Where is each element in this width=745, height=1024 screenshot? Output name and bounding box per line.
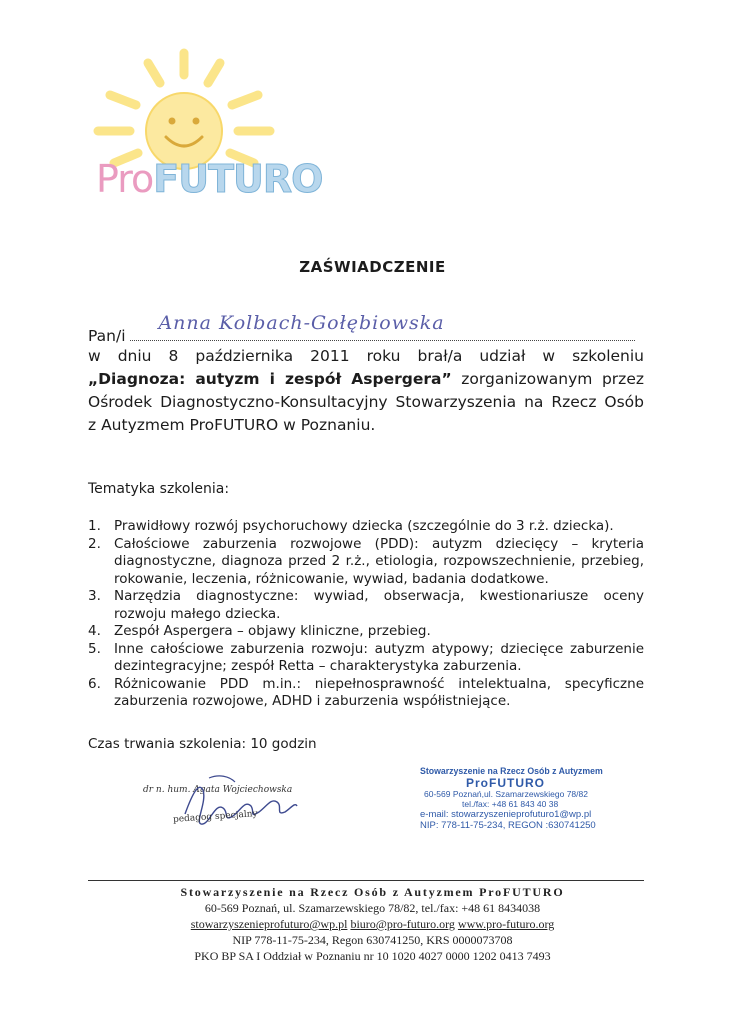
signer-name: dr n. hum. Agata Wojciechowska <box>143 785 293 795</box>
stamp-line-5: e-mail: stowarzyszenieprofuturo1@wp.pl <box>420 809 592 820</box>
intro-paragraph <box>88 312 644 437</box>
list-item <box>88 641 644 676</box>
footer-website[interactable]: www.pro-futuro.org <box>457 917 555 931</box>
name-dotted-field <box>130 312 635 341</box>
course-title: „Diagnoza: autyzm i zespół Aspergera” <box>88 370 452 388</box>
name-line <box>88 312 644 345</box>
intro-line-4: Ośrodek Diagnostyczno-Konsultacyjny Stowarzyszenia na Rzecz Osób <box>88 393 644 411</box>
handwritten-name: Anna Kolbach-Gołębiowska <box>158 312 445 334</box>
topics-list <box>88 518 644 711</box>
stamp-line-6: NIP: 778-11-75-234, REGON :630741250 <box>420 820 596 831</box>
list-item-number: 4. <box>88 623 101 639</box>
signer-block <box>143 772 303 832</box>
footer <box>0 884 745 964</box>
sun-icon <box>88 45 308 175</box>
footer-divider <box>88 880 644 881</box>
list-item-text: Prawidłowy rozwój psychoruchowy dziecka (szczególnie do 3 r.ż. dziecka). <box>114 518 614 534</box>
organization-stamp <box>420 766 630 831</box>
footer-address: 60-569 Poznań, ul. Szamarzewskiego 78/82, tel./fax: +48 61 8434038 <box>204 901 541 915</box>
list-item-text: Całościowe zaburzenia rozwojowe (PDD): autyzm dziecięcy – kryteria diagnostyczne, diagnoza przed 2 r.ż., etiologia, rozpowszechnienie, przebieg, rokowanie, leczenia, różnicowanie, wywiad, badania dodatkowe. <box>114 535 644 587</box>
stamp-line-4: tel./fax: +48 61 843 40 38 <box>462 799 559 809</box>
intro-line-2: w dniu 8 października 2011 roku brał/a udział w szkoleniu <box>88 347 644 365</box>
stamp-line-1: Stowarzyszenie na Rzecz Osób z Autyzmem <box>420 766 603 777</box>
intro-line-3-rest: zorganizowanym przez <box>461 370 644 388</box>
list-item-number: 1. <box>88 518 101 534</box>
list-item-text: Narzędzia diagnostyczne: wywiad, obserwacja, kwestionariusze oceny rozwoju małego dziecka. <box>114 588 644 622</box>
intro-line-3 <box>88 368 644 391</box>
list-item <box>88 518 644 536</box>
list-item <box>88 536 644 589</box>
salutation: Pan/i <box>88 327 126 345</box>
list-item <box>88 676 644 711</box>
profuturo-logo <box>88 45 323 215</box>
list-item-number: 3. <box>88 588 101 604</box>
logo-futuro: FUTURO <box>153 157 323 201</box>
list-item-number: 2. <box>88 535 101 552</box>
logo-pro: Pro <box>96 157 154 201</box>
list-item <box>88 588 644 623</box>
document-title: ZAŚWIADCZENIE <box>299 258 446 276</box>
training-duration: Czas trwania szkolenia: 10 godzin <box>88 736 317 752</box>
footer-contacts <box>0 916 745 932</box>
footer-ids: NIP 778-11-75-234, Regon 630741250, KRS 0000073708 <box>232 933 513 947</box>
topics-heading: Tematyka szkolenia: <box>88 481 230 497</box>
list-item-text: Różnicowanie PDD m.in.: niepełnosprawność intelektualna, specyficzne zaburzenia rozwojowe, ADHD i zaburzenia współistniejące. <box>114 675 644 709</box>
signer-role: pedagog specjalny <box>172 809 258 825</box>
list-item-text: Inne całościowe zaburzenia rozwoju: autyzm atypowy; dziecięce zaburzenie dezintegracyjne; zespół Retta – charakterystyka zaburzenia. <box>114 640 644 674</box>
footer-email-1[interactable]: stowarzyszenieprofuturo@wp.pl <box>190 917 348 931</box>
list-item-number: 5. <box>88 640 101 657</box>
footer-email-2[interactable]: biuro@pro-futuro.org <box>350 917 455 931</box>
logo-wordmark <box>96 157 322 201</box>
stamp-line-3: 60-569 Poznań,ul. Szamarzewskiego 78/82 <box>424 789 588 799</box>
list-item-number: 6. <box>88 675 101 692</box>
footer-bank: PKO BP SA I Oddział w Poznaniu nr 10 1020 4027 0000 1202 0413 7493 <box>194 949 551 963</box>
intro-line-5: z Autyzmem ProFUTURO w Poznaniu. <box>88 416 376 434</box>
stamp-line-2: ProFUTURO <box>466 776 545 790</box>
list-item <box>88 623 644 641</box>
footer-org: Stowarzyszenie na Rzecz Osób z Autyzmem ProFUTURO <box>180 885 565 899</box>
list-item-text: Zespół Aspergera – objawy kliniczne, przebieg. <box>114 623 431 639</box>
